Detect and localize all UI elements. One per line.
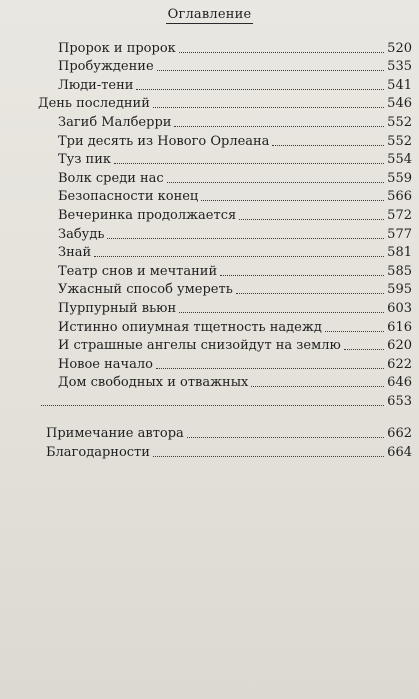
toc-entry (38, 131, 412, 150)
toc-entry (38, 224, 412, 243)
toc-entry-title: Туз пик (58, 152, 111, 168)
toc-entry-page: 552 (387, 133, 412, 149)
dot-leader (41, 404, 384, 406)
dot-leader (174, 125, 384, 127)
toc-entry-title: Знай (58, 245, 92, 261)
dot-leader (239, 218, 384, 220)
toc-entry (38, 442, 412, 461)
dot-leader (325, 330, 384, 332)
toc-entry-title: Забудь (58, 226, 105, 242)
dot-leader (107, 237, 384, 239)
toc-entry-title: Пробуждение (58, 59, 154, 75)
toc-entry-title: Волк среди нас (58, 170, 164, 186)
toc-entry (38, 280, 412, 299)
dot-leader (179, 51, 384, 53)
dot-leader (272, 144, 384, 146)
toc-entry-title: Ужасный способ умереть (58, 282, 233, 298)
toc-entry-title: Истинно опиумная тщетность надежд (58, 319, 322, 335)
dot-leader (156, 367, 384, 369)
dot-leader (167, 181, 384, 183)
toc-entry (38, 187, 412, 206)
toc-entry (38, 205, 412, 224)
toc-entry-page: 662 (387, 426, 412, 442)
dot-leader (157, 69, 385, 71)
toc-entry-page: 620 (387, 338, 412, 354)
toc-entry-page: 603 (387, 300, 412, 316)
toc-entry (38, 424, 412, 443)
toc-entry-title: И страшные ангелы снизойдут на землю (58, 338, 341, 354)
toc-entry-title: Три десять из Нового Орлеана (58, 133, 270, 149)
contents-heading: Оглавление (167, 7, 252, 22)
dot-leader (251, 385, 384, 387)
toc-entry-title: Загиб Малберри (58, 114, 172, 130)
dot-leader (236, 292, 384, 294)
toc-entry (38, 317, 412, 336)
toc-entry-page: 541 (387, 77, 412, 93)
toc-entry (38, 243, 412, 262)
toc-entry-title: Примечание автора (46, 426, 184, 442)
toc-entry-page: 577 (387, 226, 412, 242)
toc-entry (38, 298, 412, 317)
toc-entry-title: Театр снов и мечтаний (58, 263, 218, 279)
dot-leader (153, 106, 384, 108)
toc-entry (38, 168, 412, 187)
toc-entry (38, 75, 412, 94)
toc-entry (38, 57, 412, 76)
table-of-contents (38, 38, 412, 461)
toc-entry-page: 664 (387, 445, 412, 461)
dot-leader (220, 274, 384, 276)
toc-entry-title: Безопасности конец (58, 189, 199, 205)
toc-entry (38, 354, 412, 373)
dot-leader (201, 199, 384, 201)
dot-leader (153, 455, 384, 457)
toc-entry-page: 546 (387, 96, 412, 112)
toc-entry (38, 336, 412, 355)
toc-entry-title: Новое начало (58, 356, 153, 372)
toc-entry-title: Дом свободных и отважных (58, 375, 249, 391)
toc-entry-page: 653 (387, 393, 412, 409)
toc-entry (38, 373, 412, 392)
toc-entry-title: Люди-тени (58, 77, 134, 93)
toc-entry-title: Благодарности (46, 445, 150, 461)
toc-entry (38, 94, 412, 113)
toc-entry-page: 585 (387, 263, 412, 279)
toc-main-entries (38, 38, 412, 410)
toc-entry-title: День последний (38, 96, 150, 112)
toc-entry-title: Пророк и пророк (58, 40, 176, 56)
dot-leader (136, 88, 384, 90)
toc-entry-page: 520 (387, 40, 412, 56)
dot-leader (179, 311, 384, 313)
toc-gap (38, 410, 412, 424)
toc-entry-page: 646 (387, 375, 412, 391)
toc-entry-page: 595 (387, 282, 412, 298)
toc-entry-page: 535 (387, 59, 412, 75)
toc-back-matter (38, 424, 412, 461)
dot-leader (94, 255, 384, 257)
toc-entry-page: 581 (387, 245, 412, 261)
toc-entry-page: 616 (387, 319, 412, 335)
toc-entry-page: 552 (387, 114, 412, 130)
page-header (0, 3, 419, 24)
dot-leader (344, 348, 384, 350)
toc-entry-page: 622 (387, 356, 412, 372)
toc-entry (38, 38, 412, 57)
toc-entry-page: 566 (387, 189, 412, 205)
toc-entry (38, 261, 412, 280)
dot-leader (114, 162, 384, 164)
toc-entry-title: Вечеринка продолжается (58, 207, 237, 223)
toc-entry-page: 559 (387, 170, 412, 186)
toc-entry-page: 554 (387, 152, 412, 168)
toc-entry (38, 391, 412, 410)
toc-entry (38, 112, 412, 131)
toc-entry-title: Пурпурный вьюн (58, 300, 177, 316)
dot-leader (187, 436, 384, 438)
toc-entry (38, 150, 412, 169)
toc-entry-page: 572 (387, 207, 412, 223)
